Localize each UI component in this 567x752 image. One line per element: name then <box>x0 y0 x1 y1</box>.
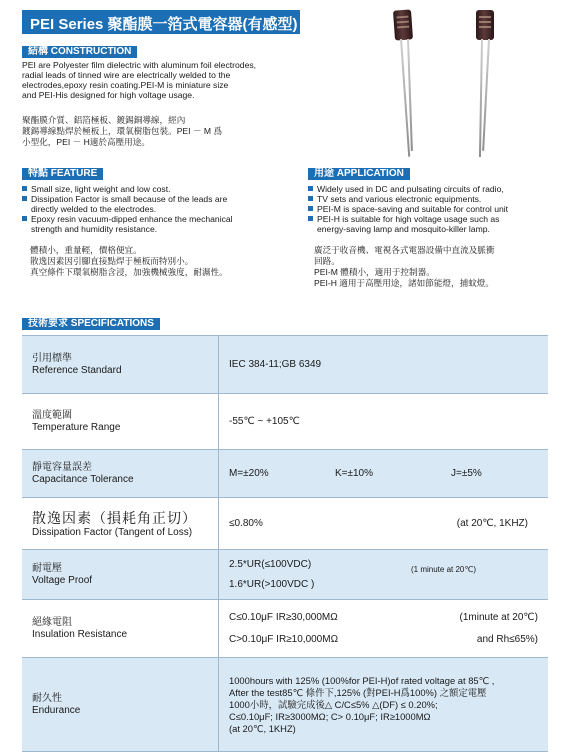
application-bullet: TV sets and various electronic equipments. <box>308 194 508 204</box>
feature-bullet: Small size, light weight and low cost. <box>22 184 233 194</box>
spec-label <box>22 550 219 600</box>
spec-label-zh: 引用標準 <box>32 352 72 364</box>
feature-list <box>22 184 233 234</box>
application-bullet: Widely used in DC and pulsating circuits of radio, <box>308 184 508 194</box>
spec-label <box>22 450 219 498</box>
spec-label-zh: 耐電壓 <box>32 562 62 574</box>
application-heading: 用途 APPLICATION <box>308 168 410 180</box>
insulation-note-2: and Rh≤65%) <box>476 633 538 645</box>
spec-label <box>22 394 219 450</box>
application-list <box>308 184 508 234</box>
construction-heading: 結構 CONSTRUCTION <box>22 46 137 58</box>
spec-row-insulation-resistance <box>22 600 548 658</box>
construction-en-line: electrodes,epoxy resin coating.PEI-M is miniature size <box>22 80 229 90</box>
spec-value: IEC 384-11;GB 6349 <box>219 336 549 394</box>
spec-value <box>219 498 549 550</box>
specifications-table <box>22 335 548 752</box>
spec-row-reference-standard <box>22 336 548 394</box>
voltage-line-1: 2.5*UR(≤100VDC) <box>229 558 312 570</box>
endurance-line: C≤0.10μF; IR≥3000MΩ; C> 0.10μF; IR≥1000MΩ <box>229 710 431 722</box>
capacitor-photo <box>380 10 550 160</box>
application-zh-line: 回路。 <box>314 256 340 266</box>
construction-zh-line: 聚酯膜介質、鋁箔極板、鍍錫銅導線，經內 <box>22 115 186 125</box>
dissipation-value: ≤0.80% <box>229 517 263 529</box>
feature-bullet: Dissipation Factor is small because of the leads are <box>22 194 233 204</box>
spec-row-voltage-proof <box>22 550 548 600</box>
feature-heading: 特點 FEATURE <box>22 168 103 180</box>
application-bullet: PEI-H is suitable for high voltage usage such as <box>308 214 508 224</box>
feature-zh-line: 散逸因素因引腳直接點焊于極板而特別小。 <box>30 256 194 266</box>
feature-chinese <box>30 245 228 278</box>
spec-value <box>219 600 549 658</box>
spec-row-endurance <box>22 658 548 752</box>
application-zh-line: PEI-H 適用于高壓用途，諸如節能燈，捕蚊燈。 <box>314 278 494 288</box>
capacitor-body-right <box>476 10 494 40</box>
spec-row-dissipation-factor <box>22 498 548 550</box>
spec-value <box>219 550 549 600</box>
insulation-line-2: C>0.10μF IR≥10,000MΩ <box>229 633 339 645</box>
spec-value: -55℃ ~ +105℃ <box>219 394 549 450</box>
capacitor-body-left <box>393 9 413 40</box>
construction-zh-line: 鍍錫導線點焊於極板上，環氧樹脂包裝。PEI － M 爲 <box>22 126 223 136</box>
spec-label-en: Endurance <box>32 704 81 716</box>
feature-zh-line: 真空條件下環氧樹脂含浸，加強機械強度，耐濕性。 <box>30 267 228 277</box>
spec-label <box>22 336 219 394</box>
application-bullet: PEI-M is space-saving and suitable for control unit <box>308 204 508 214</box>
construction-chinese <box>22 115 222 148</box>
spec-label-zh: 絕緣電阻 <box>32 616 72 628</box>
feature-bullet: Epoxy resin vacuum-dipped enhance the mechanical <box>22 214 233 224</box>
spec-row-temperature-range <box>22 394 548 450</box>
voltage-line-2: 1.6*UR(>100VDC ) <box>229 578 315 590</box>
endurance-line: 1000小時，試驗完成後△ C/C≤5% △(DF) ≤ 0.20%; <box>229 698 438 710</box>
construction-en-line: radial leads of tinned wire are electrically welded to the <box>22 70 231 80</box>
construction-en-line: and PEI-His designed for high voltage usage. <box>22 90 195 100</box>
dissipation-note: (at 20℃, 1KHZ) <box>456 517 528 529</box>
endurance-line: 1000hours with 125% (100%for PEI-H)of rated voltage at 85℃ , <box>229 674 495 686</box>
construction-english <box>22 60 256 100</box>
tolerance-j: J=±5% <box>451 467 482 479</box>
lead-wire <box>482 39 490 151</box>
spec-label-zh: 靜電容量誤差 <box>32 461 92 473</box>
spec-label <box>22 600 219 658</box>
spec-value <box>219 450 549 498</box>
spec-label-en: Insulation Resistance <box>32 628 128 640</box>
page-title: PEI Series 聚酯膜一箔式電容器(有感型) <box>30 16 298 33</box>
feature-bullet-cont: strength and humidity resistance. <box>31 224 158 234</box>
spec-label-en: Capacitance Tolerance <box>32 473 134 485</box>
construction-zh-line: 小型化，PEI － H適於高壓用途。 <box>22 137 150 147</box>
page-title-bar <box>22 10 300 34</box>
spec-label-zh: 散逸因素（損耗角正切） <box>32 509 197 526</box>
endurance-line: After the test85℃ 條件下,125% (對PEI-H爲100%) 之額定電壓 <box>229 686 487 698</box>
application-zh-line: PEI-M 體積小，適用于控制器。 <box>314 267 435 277</box>
voltage-note: (1 minute at 20℃) <box>411 564 477 574</box>
spec-label-en: Temperature Range <box>32 421 121 433</box>
insulation-note-1: (1minute at 20℃) <box>459 611 538 623</box>
spec-label-zh: 溫度範圍 <box>32 409 72 421</box>
tolerance-m: M=±20% <box>229 467 269 479</box>
spec-label <box>22 658 219 752</box>
spec-row-capacitance-tolerance <box>22 450 548 498</box>
insulation-line-1: C≤0.10μF IR≥30,000MΩ <box>229 611 338 623</box>
feature-bullet-cont: directly welded to the electrodes. <box>31 204 157 214</box>
spec-label <box>22 498 219 550</box>
application-bullet-cont: energy-saving lamp and mosquito-killer lamp. <box>317 224 490 234</box>
feature-zh-line: 體積小，重量輕，價格便宜。 <box>30 245 142 255</box>
endurance-line: (at 20℃, 1KHZ) <box>229 722 296 734</box>
construction-en-line: PEI are Polyester film dielectric with aluminum foil electrodes, <box>22 60 257 70</box>
spec-label-en: Voltage Proof <box>32 574 93 586</box>
spec-label-en: Reference Standard <box>32 364 122 376</box>
spec-value <box>219 658 549 752</box>
spec-label-en: Dissipation Factor (Tangent of Loss) <box>32 526 193 538</box>
tolerance-k: K=±10% <box>335 467 374 479</box>
specifications-heading: 技術要求 SPECIFICATIONS <box>22 318 160 330</box>
spec-label-zh: 耐久性 <box>32 692 62 704</box>
application-chinese <box>314 245 494 289</box>
application-zh-line: 廣泛于收音機、電視各式電器設備中直流及脈衝 <box>314 245 495 255</box>
